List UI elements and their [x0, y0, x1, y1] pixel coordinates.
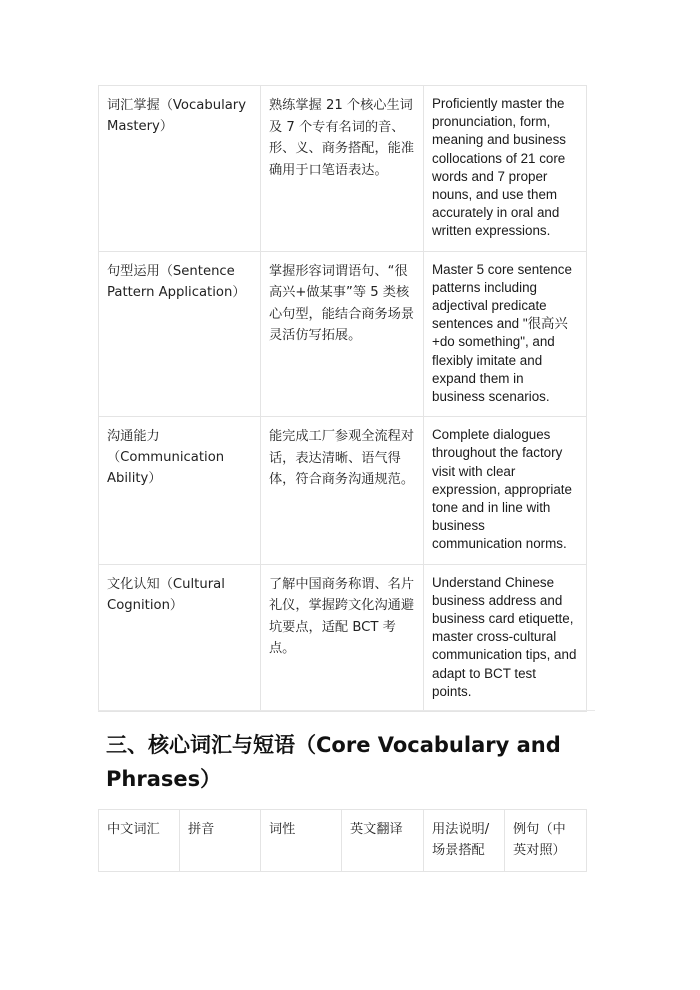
goal-description-zh-cell: 熟练掌握 21 个核心生词及 7 个专有名词的音、形、义、商务搭配，能准确用于口笔语表达。 [261, 86, 424, 252]
goal-description-en-cell: Master 5 core sentence patterns including adjectival predicate sentences and "很高兴+do something", and flexibly imitate and expand them in business scenarios. [424, 251, 587, 417]
column-header-english-translation: 英文翻译 [342, 810, 424, 872]
learning-goals-table [98, 85, 587, 712]
column-header-chinese-word: 中文词汇 [99, 810, 180, 872]
column-header-pinyin: 拼音 [180, 810, 261, 872]
table-header-row [99, 810, 587, 872]
goal-description-en-cell: Complete dialogues throughout the factory visit with clear expression, appropriate tone and in line with business communication norms. [424, 417, 587, 564]
column-header-usage-notes: 用法说明/场景搭配 [424, 810, 505, 872]
section-heading: 三、核心词汇与短语（Core Vocabulary and Phrases） [106, 733, 561, 791]
column-header-part-of-speech: 词性 [261, 810, 342, 872]
table-row [99, 86, 587, 252]
goal-description-en-cell: Understand Chinese business address and business card etiquette, master cross-cultural communication tips, and adapt to BCT test points. [424, 564, 587, 711]
column-header-example-sentence: 例句（中英对照） [505, 810, 587, 872]
goal-description-zh-cell: 掌握形容词谓语句、“很高兴+做某事”等 5 类核心句型，能结合商务场景灵活仿写拓展。 [261, 251, 424, 417]
goal-dimension-cell: 词汇掌握（Vocabulary Mastery） [99, 86, 261, 252]
table-row [99, 251, 587, 417]
goal-description-en-cell: Proficiently master the pronunciation, form, meaning and business collocations of 21 core words and 7 proper nouns, and use them accurately in oral and written expressions. [424, 86, 587, 252]
table-row [99, 417, 587, 564]
core-vocabulary-table [98, 809, 587, 872]
table-row [99, 564, 587, 711]
goal-description-zh-cell: 了解中国商务称谓、名片礼仪，掌握跨文化沟通避坑要点，适配 BCT 考点。 [261, 564, 424, 711]
goal-dimension-cell: 句型运用（Sentence Pattern Application） [99, 251, 261, 417]
goal-dimension-cell: 沟通能力（Communication Ability） [99, 417, 261, 564]
section-divider [98, 710, 595, 711]
goal-description-zh-cell: 能完成工厂参观全流程对话，表达清晰、语气得体，符合商务沟通规范。 [261, 417, 424, 564]
goal-dimension-cell: 文化认知（Cultural Cognition） [99, 564, 261, 711]
